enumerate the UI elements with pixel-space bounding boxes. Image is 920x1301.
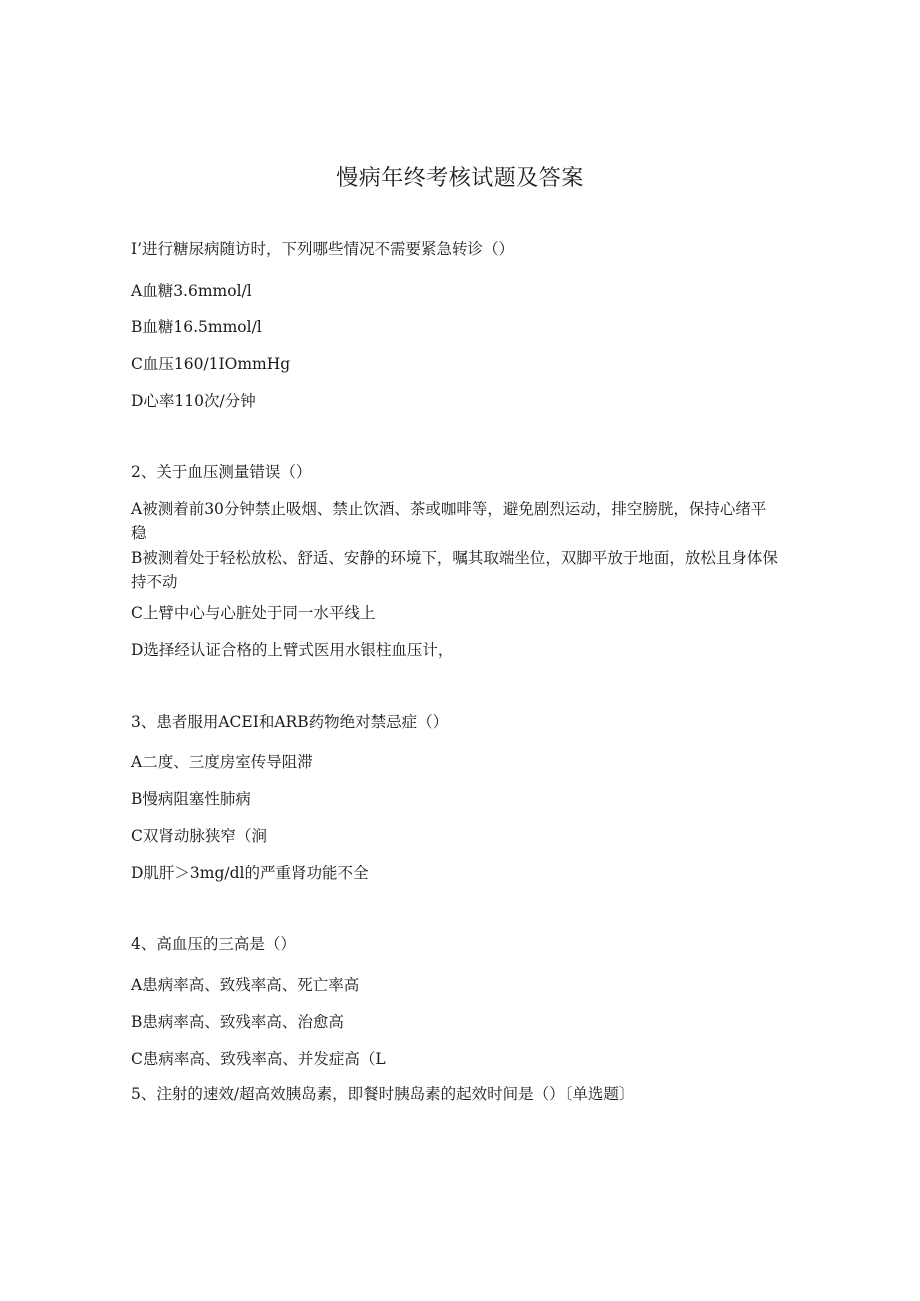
question-2-option-d: D选择经认证合格的上臂式医用水银柱血压计， <box>131 641 454 659</box>
question-1-option-b: B血糖16.5mmol∕l <box>131 318 262 336</box>
question-3-option-c: C双肾动脉狭窄（涧 <box>131 827 267 845</box>
question-2-option-c: C上臂中心与心脏处于同一水平线上 <box>131 604 376 622</box>
question-1-option-c: C血压160/1IOmmHg <box>131 355 291 373</box>
question-4-option-b: B患病率高、致残率高、治愈高 <box>131 1013 344 1031</box>
question-3-option-a: A二度、三度房室传导阻滞 <box>131 753 313 771</box>
question-4-option-c: C患病率高、致残率高、并发症高（L <box>131 1050 386 1068</box>
question-1-option-d: D心率110次/分钟 <box>131 392 256 410</box>
question-4-stem: 4、高血压的三高是（） <box>131 935 296 953</box>
question-3-stem: 3、患者服用ACEI和ARB药物绝对禁忌症（） <box>131 713 449 731</box>
question-1-option-a: A血糖3.6mmol∕l <box>131 282 252 300</box>
question-5-stem: 5、注射的速效/超高效胰岛素，即餐时胰岛素的起效时间是（）〔单选题〕 <box>131 1085 635 1103</box>
question-2-option-b: B被测着处于轻松放松、舒适、安静的环境下，嘱其取端坐位，双脚平放于地面，放松且身体保持不动 <box>131 549 778 591</box>
question-3-option-b: B慢病阻塞性肺病 <box>131 790 251 808</box>
question-2-stem: 2、关于血压测量错误（） <box>131 463 312 481</box>
question-2-option-a: A被测着前30分钟禁止吸烟、禁止饮酒、茶或咖啡等，避免剧烈运动，排空膀胱，保持心绪平稳 <box>131 500 767 542</box>
question-3-option-d: D肌肝＞3mg∕dl的严重肾功能不全 <box>131 864 369 882</box>
question-1-stem: I’进行糖尿病随访时，下列哪些情况不需要紧急转诊（） <box>131 240 515 258</box>
question-4-option-a: A患病率高、致残率高、死亡率高 <box>131 976 360 994</box>
page-title: 慢病年终考核试题及答案 <box>336 166 584 191</box>
